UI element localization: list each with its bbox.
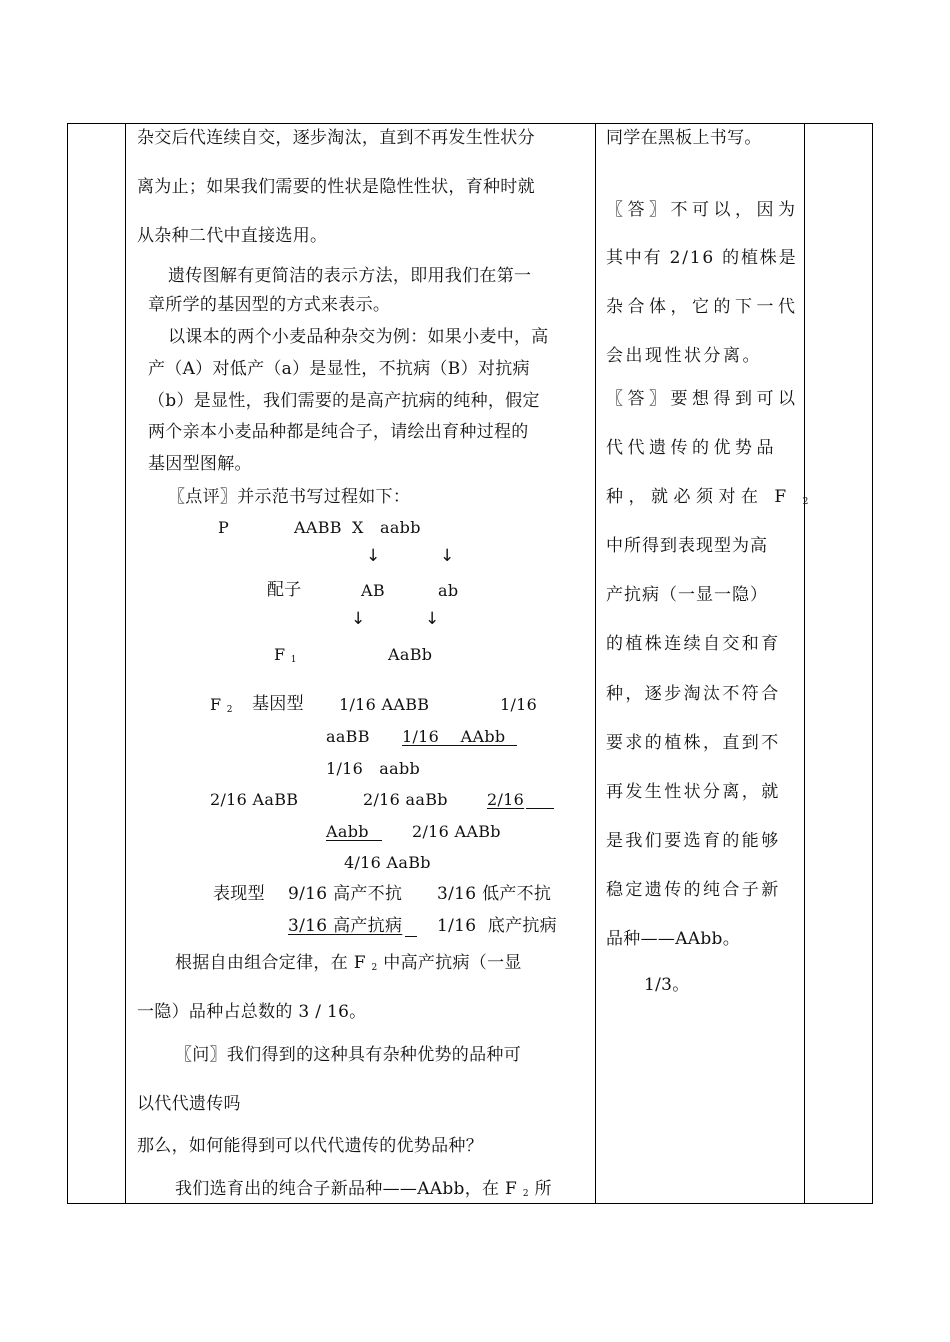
column-divider-1	[125, 123, 126, 1204]
down-arrow-icon: ↓	[351, 609, 366, 629]
genotype-ratio: 2/16 AABb	[412, 822, 501, 841]
f1-genotype: AaBb	[388, 645, 433, 664]
down-arrow-icon: ↓	[440, 546, 455, 566]
comment-heading: 〖点评〗并示范书写过程如下：	[168, 487, 411, 507]
f2-label: F $_2$	[210, 695, 233, 715]
paragraph-line: 离为止；如果我们需要的性状是隐性性状，育种时就	[137, 177, 535, 197]
parent-genotype: AABB	[294, 518, 342, 537]
phenotype-label: 表现型	[213, 884, 265, 904]
answer-line: 会出现性状分离。	[606, 346, 762, 366]
genotype-ratio: 4/16 AaBb	[344, 853, 431, 872]
paragraph-line: 我们选育出的纯合子新品种——AAbb，在 F $_2$ 所	[175, 1179, 552, 1199]
underline-extension	[505, 745, 517, 746]
genotype-label: 基因型	[252, 694, 304, 714]
phenotype-ratio: 1/16 底产抗病	[437, 916, 557, 936]
paragraph-line: 杂交后代连续自交，逐步淘汰，直到不再发生性状分	[137, 128, 535, 148]
answer-line: 代代遗传的优势品	[606, 438, 778, 458]
genotype-ratio-underlined: 2/16	[487, 790, 525, 809]
paragraph-line: 产（A）对低产（a）是显性，不抗病（B）对抗病	[148, 359, 530, 379]
answer-line: 品种——AAbb。	[606, 929, 741, 949]
paragraph-line: 以课本的两个小麦品种杂交为例：如果小麦中，高	[168, 327, 549, 347]
gamete-genotype: ab	[438, 581, 459, 600]
cross-symbol: X	[352, 518, 364, 537]
phenotype-ratio: 9/16 高产不抗	[288, 884, 403, 904]
paragraph-line: 根据自由组合定律，在 F $_2$ 中高产抗病（一显	[175, 953, 522, 973]
underline-extension	[364, 840, 382, 841]
answer-line: 〖答〗要想得到可以	[606, 389, 800, 409]
genotype-ratio-underlined: Aabb	[326, 822, 369, 841]
gamete-genotype: AB	[361, 581, 385, 600]
answer-line: 杂合体，它的下一代	[606, 297, 800, 317]
paragraph-line: 遗传图解有更简洁的表示方法，即用我们在第一	[168, 266, 532, 286]
answer-line: 其中有 2/16 的植株是	[606, 248, 798, 268]
fraction-note: 1/3。	[644, 975, 690, 995]
underline-extension	[405, 936, 417, 937]
parent-genotype: aabb	[380, 518, 421, 537]
paragraph-line: 章所学的基因型的方式来表示。	[148, 295, 391, 315]
p-generation-label: P	[218, 518, 230, 537]
genotype-ratio: 1/16 AABB	[339, 695, 430, 714]
column-divider-3	[804, 123, 805, 1204]
genotype-ratio: 2/16 AaBB	[210, 790, 299, 809]
column-divider-2	[595, 123, 596, 1204]
paragraph-line: 那么，如何能得到可以代代遗传的优势品种？	[137, 1136, 483, 1156]
answer-line: 是我们要选育的能够	[606, 831, 781, 851]
answer-line: 中所得到表现型为高	[606, 536, 768, 556]
right-note: 同学在黑板上书写。	[606, 128, 762, 148]
answer-line: 要求的植株，直到不	[606, 733, 781, 753]
genotype-ratio-underlined: 1/16 AAbb	[402, 727, 506, 746]
genotype-ratio: aaBB	[326, 727, 370, 746]
answer-line: 稳定遗传的纯合子新	[606, 880, 781, 900]
answer-line: 的植株连续自交和育	[606, 634, 781, 654]
paragraph-line: 一隐）品种占总数的 3 / 16。	[137, 1002, 367, 1022]
paragraph-line: （b）是显性，我们需要的是高产抗病的纯种，假定	[148, 391, 540, 411]
paragraph-line: 基因型图解。	[148, 454, 252, 474]
f1-label: F $_1$	[274, 645, 297, 665]
answer-line: 种，逐步淘汰不符合	[606, 684, 781, 704]
underline-extension	[526, 808, 554, 809]
answer-line: 〖答〗不可以，因为	[606, 200, 800, 220]
paragraph-line: 从杂种二代中直接选用。	[137, 226, 328, 246]
gamete-label: 配子	[267, 580, 302, 600]
answer-line: 产抗病（一显一隐）	[606, 585, 768, 605]
answer-line: 再发生性状分离，就	[606, 782, 781, 802]
phenotype-ratio-underlined: 3/16 高产抗病	[288, 916, 403, 936]
genotype-ratio: 1/16	[500, 695, 538, 714]
phenotype-ratio: 3/16 低产不抗	[437, 884, 552, 904]
question-line: 以代代遗传吗	[137, 1094, 241, 1114]
down-arrow-icon: ↓	[425, 609, 440, 629]
genotype-ratio: 2/16 aaBb	[363, 790, 448, 809]
paragraph-line: 两个亲本小麦品种都是纯合子，请绘出育种过程的	[148, 422, 529, 442]
answer-line: 种，就必须对在 F $_2$	[606, 487, 814, 507]
genotype-ratio: 1/16 aabb	[326, 759, 421, 778]
down-arrow-icon: ↓	[366, 546, 381, 566]
question-line: 〖问〗我们得到的这种具有杂种优势的品种可	[175, 1045, 521, 1065]
